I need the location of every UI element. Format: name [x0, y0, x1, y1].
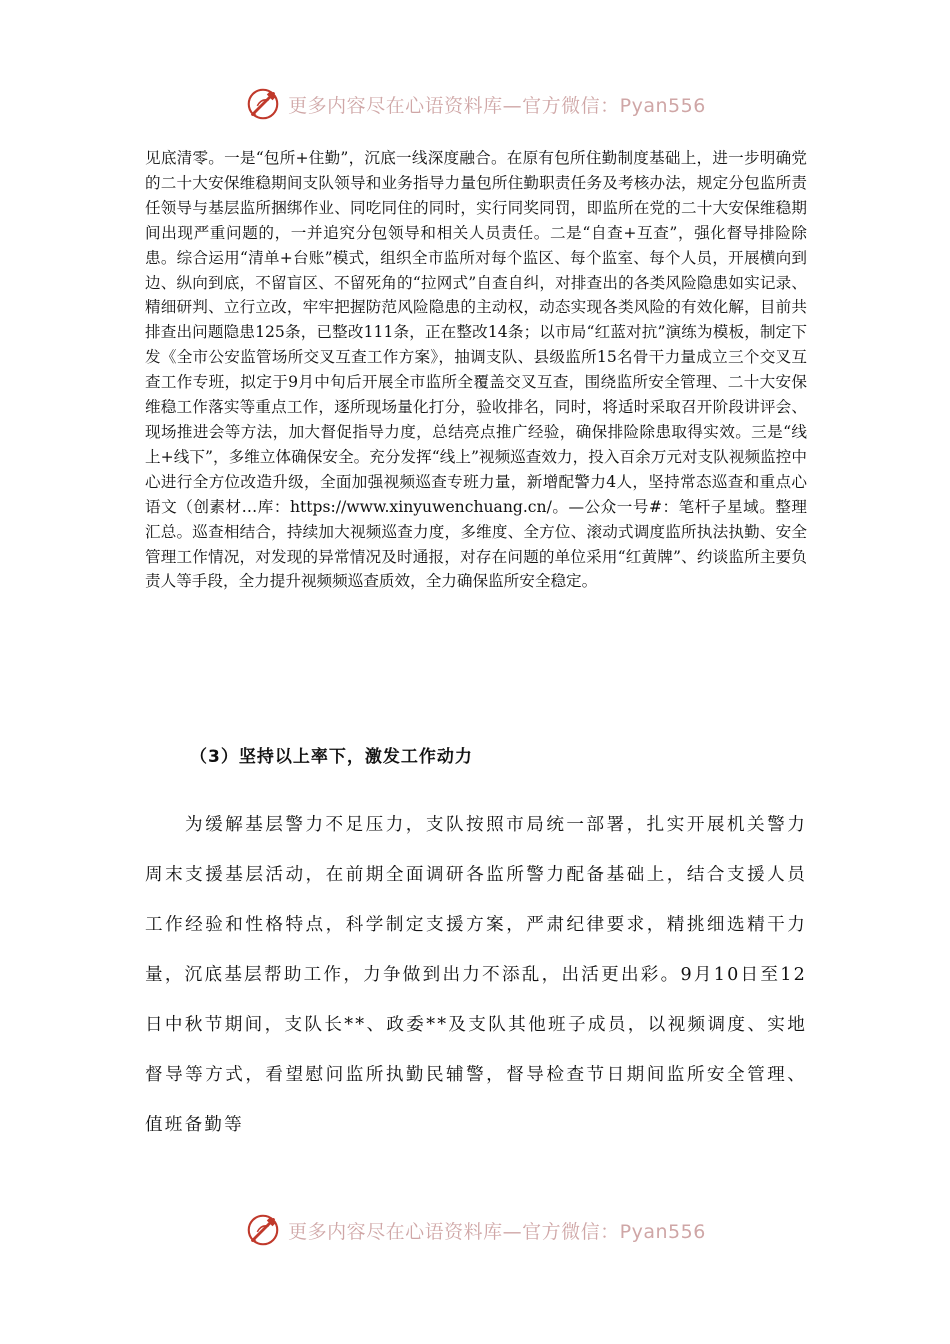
- pen-hand-logo-icon: [244, 85, 282, 123]
- footer-banner-text: 更多内容尽在心语资料库—官方微信：Pyan556: [288, 1220, 706, 1243]
- footer-banner: [0, 1208, 950, 1252]
- header-banner-text: 更多内容尽在心语资料库—官方微信：Pyan556: [288, 94, 706, 117]
- header-banner: [0, 82, 950, 126]
- body-paragraph: 为缓解基层警力不足压力，支队按照市局统一部署，扎实开展机关警力周末支援基层活动，在前期全面调研各监所警力配备基础上，结合支援人员工作经验和性格特点，科学制定支援方案，严肃纪律要求，精挑细选精干力量，沉底基层帮助工作，力争做到出力不添乱，出活更出彩。9月10日至12日中秋节期间，支队长**、政委**及支队其他班子成员，以视频调度、实地督导等方式，看望慰问监所执勤民辅警，督导检查节日期间监所安全管理、值班备勤等: [145, 815, 807, 1135]
- pen-hand-logo-icon: [244, 1211, 282, 1249]
- section-heading: （3）坚持以上率下，激发工作动力: [190, 747, 473, 767]
- dense-paragraph: 见底清零。一是“包所+住勤”，沉底一线深度融合。在原有包所住勤制度基础上，进一步明确党的二十大安保维稳期间支队领导和业务指导力量包所住勤职责任务及考核办法，规定分包监所责任领导与基层监所捆绑作业、同吃同住的同时，实行同奖同罚，即监所在党的二十大安保维稳期间出现严重问题的，一并追究分包领导和相关人员责任。二是“自查+互查”，强化督导排险除患。综合运用“清单+台账”模式，组织全市监所对每个监区、每个监室、每个人员，开展横向到边、纵向到底，不留盲区、不留死角的“拉网式”自查自纠，对排查出的各类风险隐患如实记录、精细研判、立行立改，牢牢把握防范风险隐患的主动权，动态实现各类风险的有效化解，目前共排查出问题隐患125条，已整改111条，正在整改14条；以市局“红蓝对抗”演练为模板，制定下发《全市公安监管场所交叉互查工作方案》，抽调支队、县级监所15名骨干力量成立三个交叉互查工作专班，拟定于9月中旬后开展全市监所全覆盖交叉互查，围绕监所安全管理、二十大安保维稳工作落实等重点工作，逐所现场量化打分，验收排名，同时，将适时采取召开阶段讲评会、现场推进会等方法，加大督促指导力度，总结亮点推广经验，确保排险除患取得实效。三是“线上+线下”，多维立体确保安全。充分发挥“线上”视频巡查效力，投入百余万元对支队视频监控中心进行全方位改造升级，全面加强视频巡查专班力量，新增配警力4人，坚持常态巡查和重点心语文（创素材…库：https://www.xinyuwenchuang.cn/。—公众一号#：笔杆子星域。整理汇总。巡查相结合，持续加大视频巡查力度，多维度、全方位、滚动式调度监所执法执勤、安全管理工作情况，对发现的异常情况及时通报，对存在问题的单位采用“红黄牌”、约谈监所主要负责人等手段，全力提升视频频巡查质效，全力确保监所安全稳定。: [145, 149, 807, 591]
